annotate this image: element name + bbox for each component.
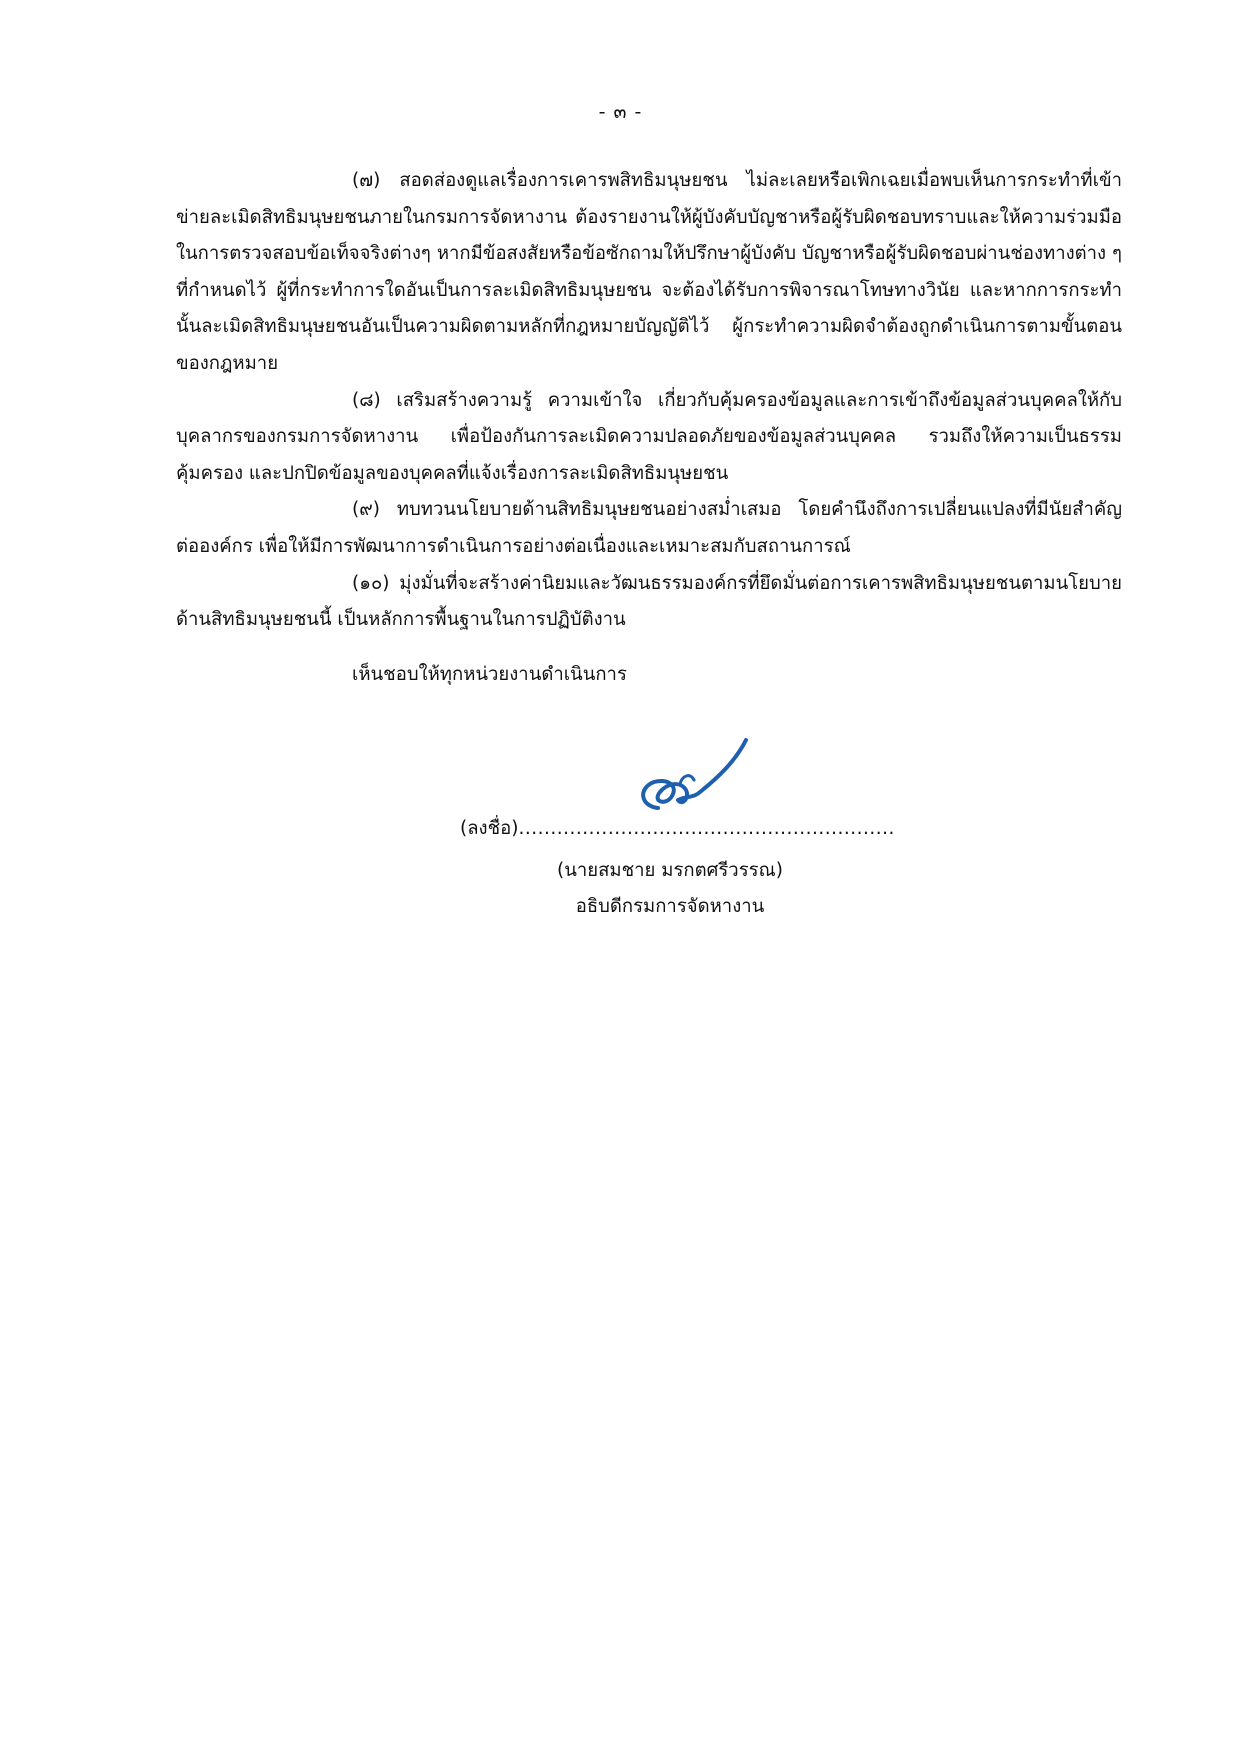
page-number: - ๓ - bbox=[598, 101, 643, 123]
signer-position: อธิบดีกรมการจัดหางาน bbox=[575, 896, 765, 917]
closing-statement: เห็นชอบให้ทุกหน่วยงานดำเนินการ bbox=[352, 664, 627, 685]
paragraph-item-7: (๗) สอดส่องดูแลเรื่องการเคารพสิทธิมนุษยชน ไม่ละเลยหรือเพิกเฉยเมื่อพบเห็นการกระทำที่เข้าข่ายละเมิดสิทธิมนุษยชนภายในกรมการจัดหางาน ต้องรายงานให้ผู้บังคับบัญชาหรือผู้รับผิดชอบทราบและให้ความร่วมมือในการตรวจสอบข้อเท็จจริงต่างๆ หากมีข้อสงสัยหรือข้อซักถามให้ปรึกษาผู้บังคับ บัญชาหรือผู้รับผิดชอบผ่านช่องทางต่าง ๆ ที่กำหนดไว้ ผู้ที่กระทำการใดอันเป็นการละเมิดสิทธิมนุษยชน จะต้องได้รับการพิจารณาโทษทางวินัย และหากการกระทำนั้นละเมิดสิทธิมนุษยชนอันเป็นความผิดตามหลักที่กฎหมายบัญญัติไว้ ผู้กระทำความผิดจำต้องถูกดำเนินการตามขั้นตอนของกฎหมาย bbox=[176, 170, 1122, 374]
document-body bbox=[176, 163, 1122, 639]
signature-dotted-line: ........................................................... bbox=[518, 818, 895, 839]
signature-line bbox=[460, 814, 895, 843]
paragraph-item-8: (๘) เสริมสร้างความรู้ ความเข้าใจ เกี่ยวกับคุ้มครองข้อมูลและการเข้าถึงข้อมูลส่วนบุคคลให้กับบุคลากรของกรมการจัดหางาน เพื่อป้องกันการละเมิดความปลอดภัยของข้อมูลส่วนบุคคล รวมถึงให้ความเป็นธรรม คุ้มครอง และปกปิดข้อมูลของบุคคลที่แจ้งเรื่องการละเมิดสิทธิมนุษยชน bbox=[176, 389, 1122, 484]
sign-label: (ลงชื่อ) bbox=[460, 818, 519, 839]
paragraph-item-10: (๑๐) มุ่งมั่นที่จะสร้างค่านิยมและวัฒนธรรมองค์กรที่ยึดมั่นต่อการเคารพสิทธิมนุษยชนตามนโยบายด้านสิทธิมนุษยชนนี้ เป็นหลักการพื้นฐานในการปฏิบัติงาน bbox=[176, 572, 1122, 631]
paragraph-item-9: (๙) ทบทวนนโยบายด้านสิทธิมนุษยชนอย่างสม่ำเสมอ โดยคำนึงถึงการเปลี่ยนแปลงที่มีนัยสำคัญ ต่อองค์กร เพื่อให้มีการพัฒนาการดำเนินการอย่างต่อเนื่องและเหมาะสมกับสถานการณ์ bbox=[176, 499, 1122, 557]
handwritten-signature bbox=[620, 736, 760, 826]
signer-name: (นายสมชาย มรกตศรีวรรณ) bbox=[557, 860, 783, 881]
